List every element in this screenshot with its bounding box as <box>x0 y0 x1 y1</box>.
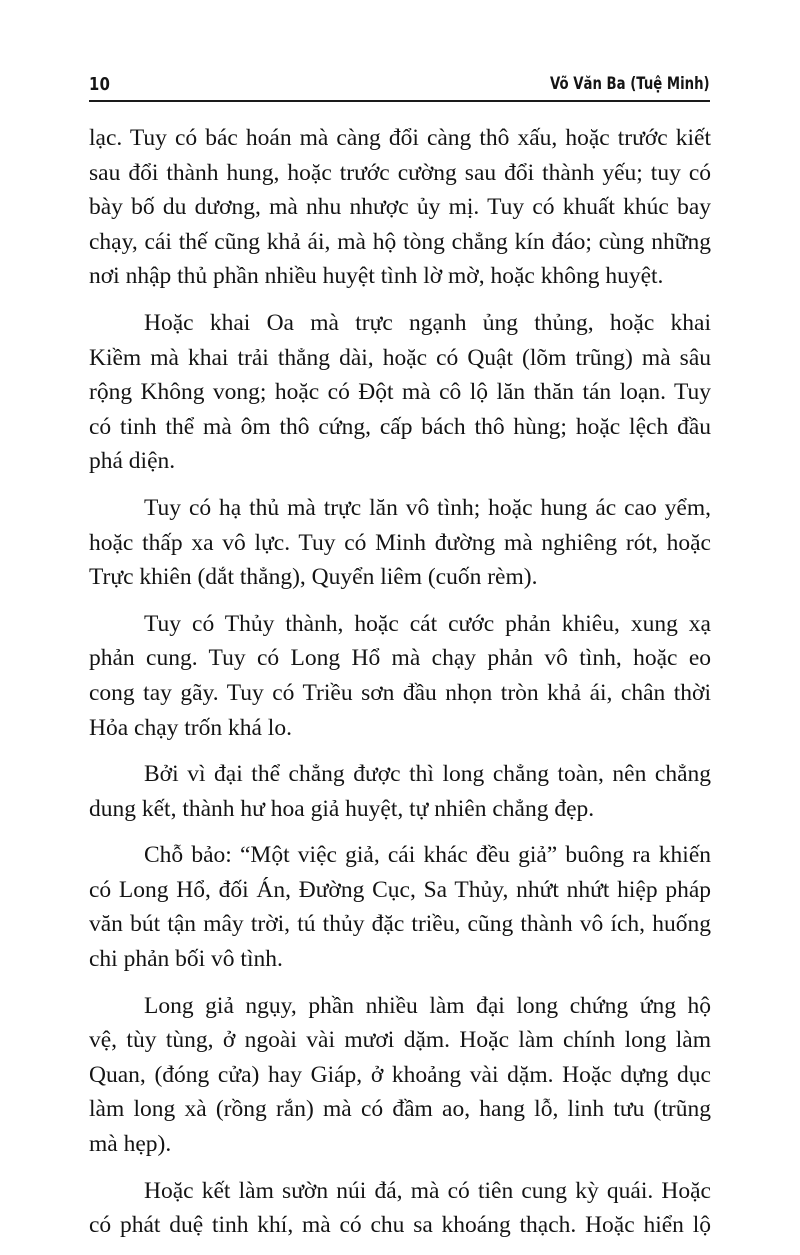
text-line: văn bút tận mây trời, tú thủy đặc triều, cũng thành vô ích, huống <box>89 911 711 938</box>
text-line: lạc. Tuy có bác hoán mà càng đổi càng thô xấu, hoặc trước kiết <box>89 125 711 151</box>
text-line: vệ, tùy tùng, ở ngoài vài mươi dặm. Hoặc làm chính long làm <box>89 1027 711 1054</box>
body-text <box>89 121 711 1255</box>
text-line: Kiềm mà khai trải thẳng dài, hoặc có Quật (lõm trũng) mà sâu <box>89 344 711 371</box>
text-line: có tinh thể mà ôm thô cứng, cấp bách thô hùng; hoặc lệch đầu <box>89 413 711 440</box>
paragraph-8 <box>89 1174 711 1243</box>
text-line: có phát duệ tinh khí, mà có chu sa khoáng thạch. Hoặc hiển lộ <box>89 1212 711 1239</box>
text-line: Tuy có Thủy thành, hoặc cát cước phản khiêu, xung xạ <box>144 610 711 637</box>
page-number: 10 <box>89 74 111 95</box>
text-line: Hỏa chạy trốn khá lo. <box>89 714 292 741</box>
text-line: bày bố du dương, mà nhu nhược ủy mị. Tuy có khuất khúc bay <box>89 194 711 221</box>
text-line: Long giả ngụy, phần nhiều làm đại long chứng ứng hộ <box>144 992 711 1019</box>
text-line: Tuy có hạ thủ mà trực lăn vô tình; hoặc hung ác cao yểm, <box>144 494 711 521</box>
text-line: phá diện. <box>89 448 176 475</box>
text-line: Hoặc khai Oa mà trực ngạnh ủng thủng, hoặc khai <box>144 309 711 336</box>
paragraph-2 <box>89 306 711 479</box>
text-line: Chỗ bảo: “Một việc giả, cái khác đều giả” buông ra khiến <box>144 842 711 869</box>
paragraph-4 <box>89 607 711 745</box>
text-line: dung kết, thành hư hoa giả huyệt, tự nhiên chẳng đẹp. <box>89 795 595 822</box>
text-line: làm long xà (rồng rắn) mà có đầm ao, hang lỗ, linh tưu (trũng <box>89 1096 711 1123</box>
text-line: mà hẹp). <box>89 1131 172 1158</box>
paragraph-5 <box>89 757 711 826</box>
text-line: chạy, cái thế cũng khả ái, mà hộ tòng chẳng kín đáo; cùng những <box>89 228 711 255</box>
text-line: Hoặc kết làm sườn núi đá, mà có tiên cung kỳ quái. Hoặc <box>144 1177 711 1204</box>
text-line: nơi nhập thủ phần nhiều huyệt tình lờ mờ, hoặc không huyệt. <box>89 263 664 290</box>
running-head-author: Võ Văn Ba (Tuệ Minh) <box>550 74 710 94</box>
text-line: cong tay gãy. Tuy có Triều sơn đầu nhọn tròn khả ái, chân thời <box>89 679 711 706</box>
text-line: sau đổi thành hung, hoặc trước cường sau đổi thành yếu; tuy có <box>89 159 711 186</box>
paragraph-1 <box>89 121 711 294</box>
paragraph-6 <box>89 838 711 976</box>
paragraph-7 <box>89 989 711 1162</box>
text-line: chi phản bối vô tình. <box>89 946 283 973</box>
text-line: phản cung. Tuy có Long Hổ mà chạy phản vô tình, hoặc eo <box>89 645 711 672</box>
text-line: Bởi vì đại thể chẳng được thì long chẳng toàn, nên chẳng <box>144 761 711 788</box>
page-header <box>89 68 710 102</box>
paragraph-3 <box>89 491 711 595</box>
text-line: hoặc thấp xa vô lực. Tuy có Minh đường mà nghiêng rót, hoặc <box>89 529 711 556</box>
text-line: có Long Hổ, đối Án, Đường Cục, Sa Thủy, nhứt nhứt hiệp pháp <box>89 876 711 903</box>
text-line: Quan, (đóng cửa) hay Giáp, ở khoảng vài dặm. Hoặc dựng dục <box>89 1061 711 1088</box>
text-line: Trực khiên (dắt thẳng), Quyển liêm (cuốn rèm). <box>89 564 538 591</box>
text-line: rộng Không vong; hoặc có Đột mà cô lộ lăn thăn tán loạn. Tuy <box>89 379 711 406</box>
